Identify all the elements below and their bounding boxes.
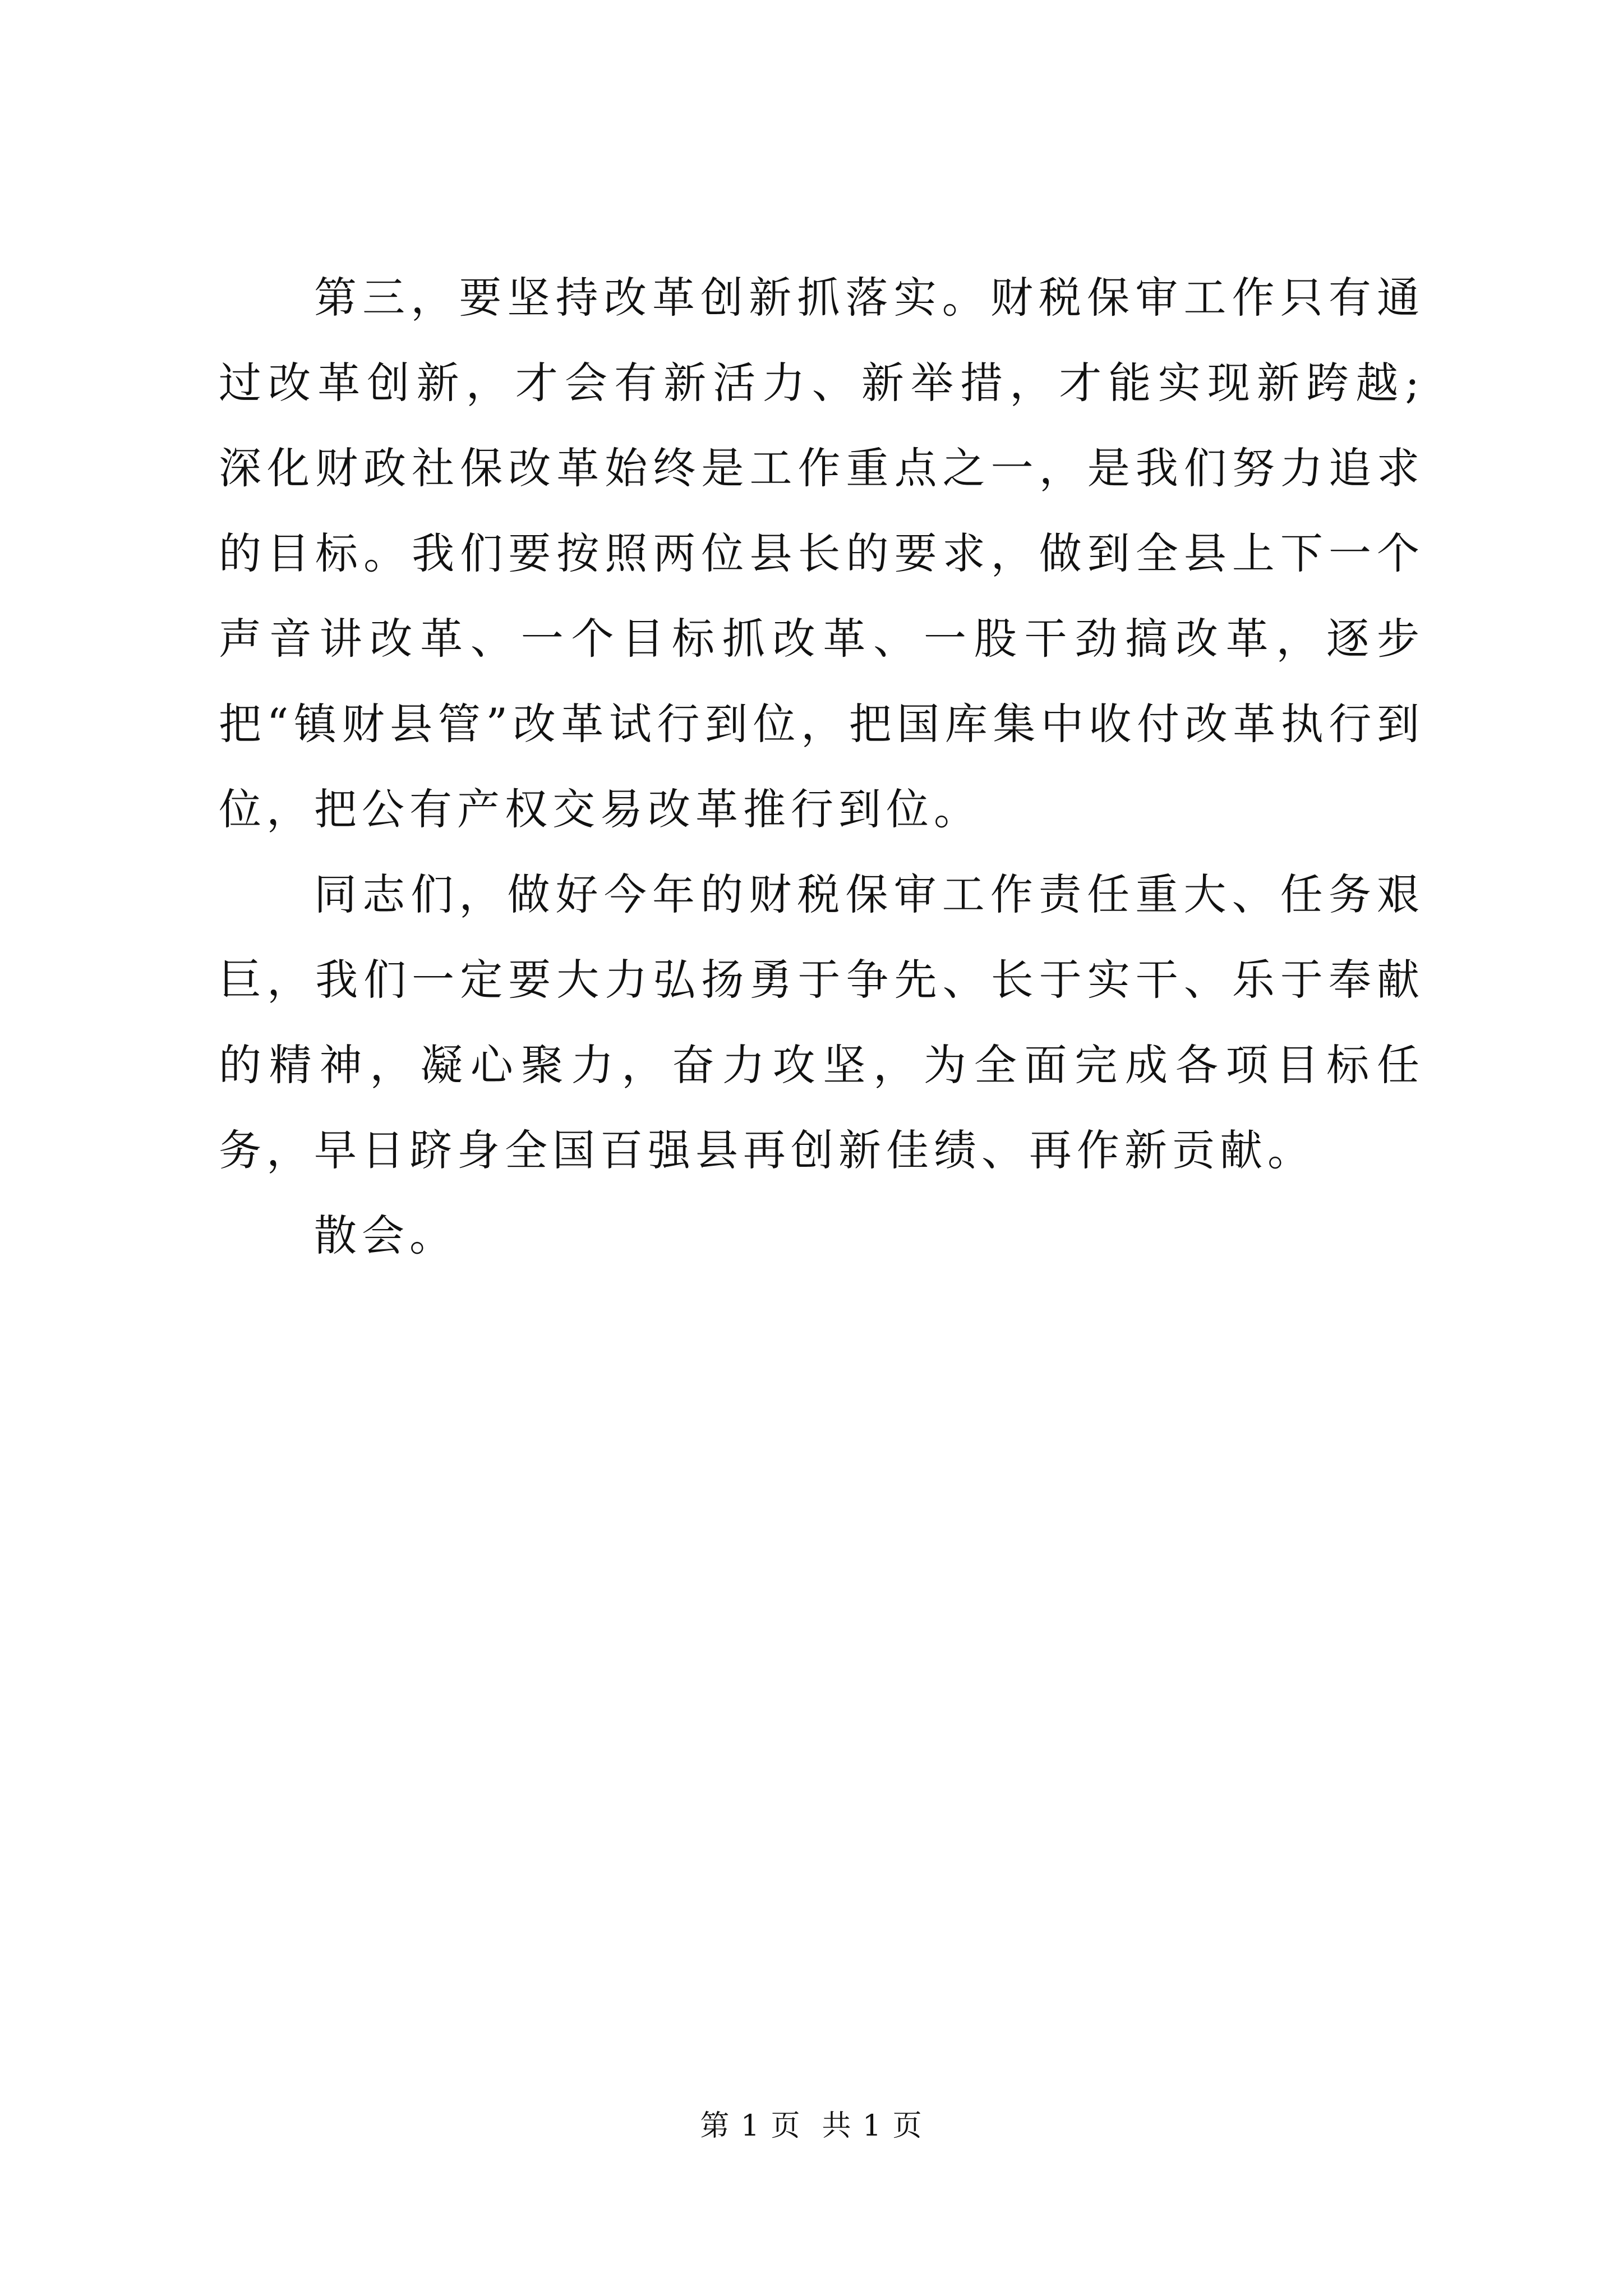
paragraph-adjourn: 散会。: [314, 1211, 457, 1260]
paragraph-comrades: 同志们，做好今年的财税保审工作责任重大、任务艰巨，我们一定要大力弘扬勇于争先、长于实干、乐于奉献的精神，凝心聚力，奋力攻坚，为全面完成各项目标任务，早日跻身全国百强县再创新佳绩、再作新贡献。: [219, 869, 1424, 1175]
page-footer: 第 1 页 共 1 页: [700, 2109, 923, 2143]
document-body: [219, 255, 1424, 1278]
paragraph-reform-innovation: 第三，要坚持改革创新抓落实。财税保审工作只有通过改革创新，才会有新活力、新举措，才能实现新跨越;深化财政社保改革始终是工作重点之一，是我们努力追求的目标。我们要按照两位县长的要求，做到全县上下一个声音讲改革、一个目标抓改革、一股干劲搞改革，逐步把“镇财县管”改革试行到位，把国库集中收付改革执行到位，把公有产权交易改革推行到位。: [219, 273, 1424, 834]
